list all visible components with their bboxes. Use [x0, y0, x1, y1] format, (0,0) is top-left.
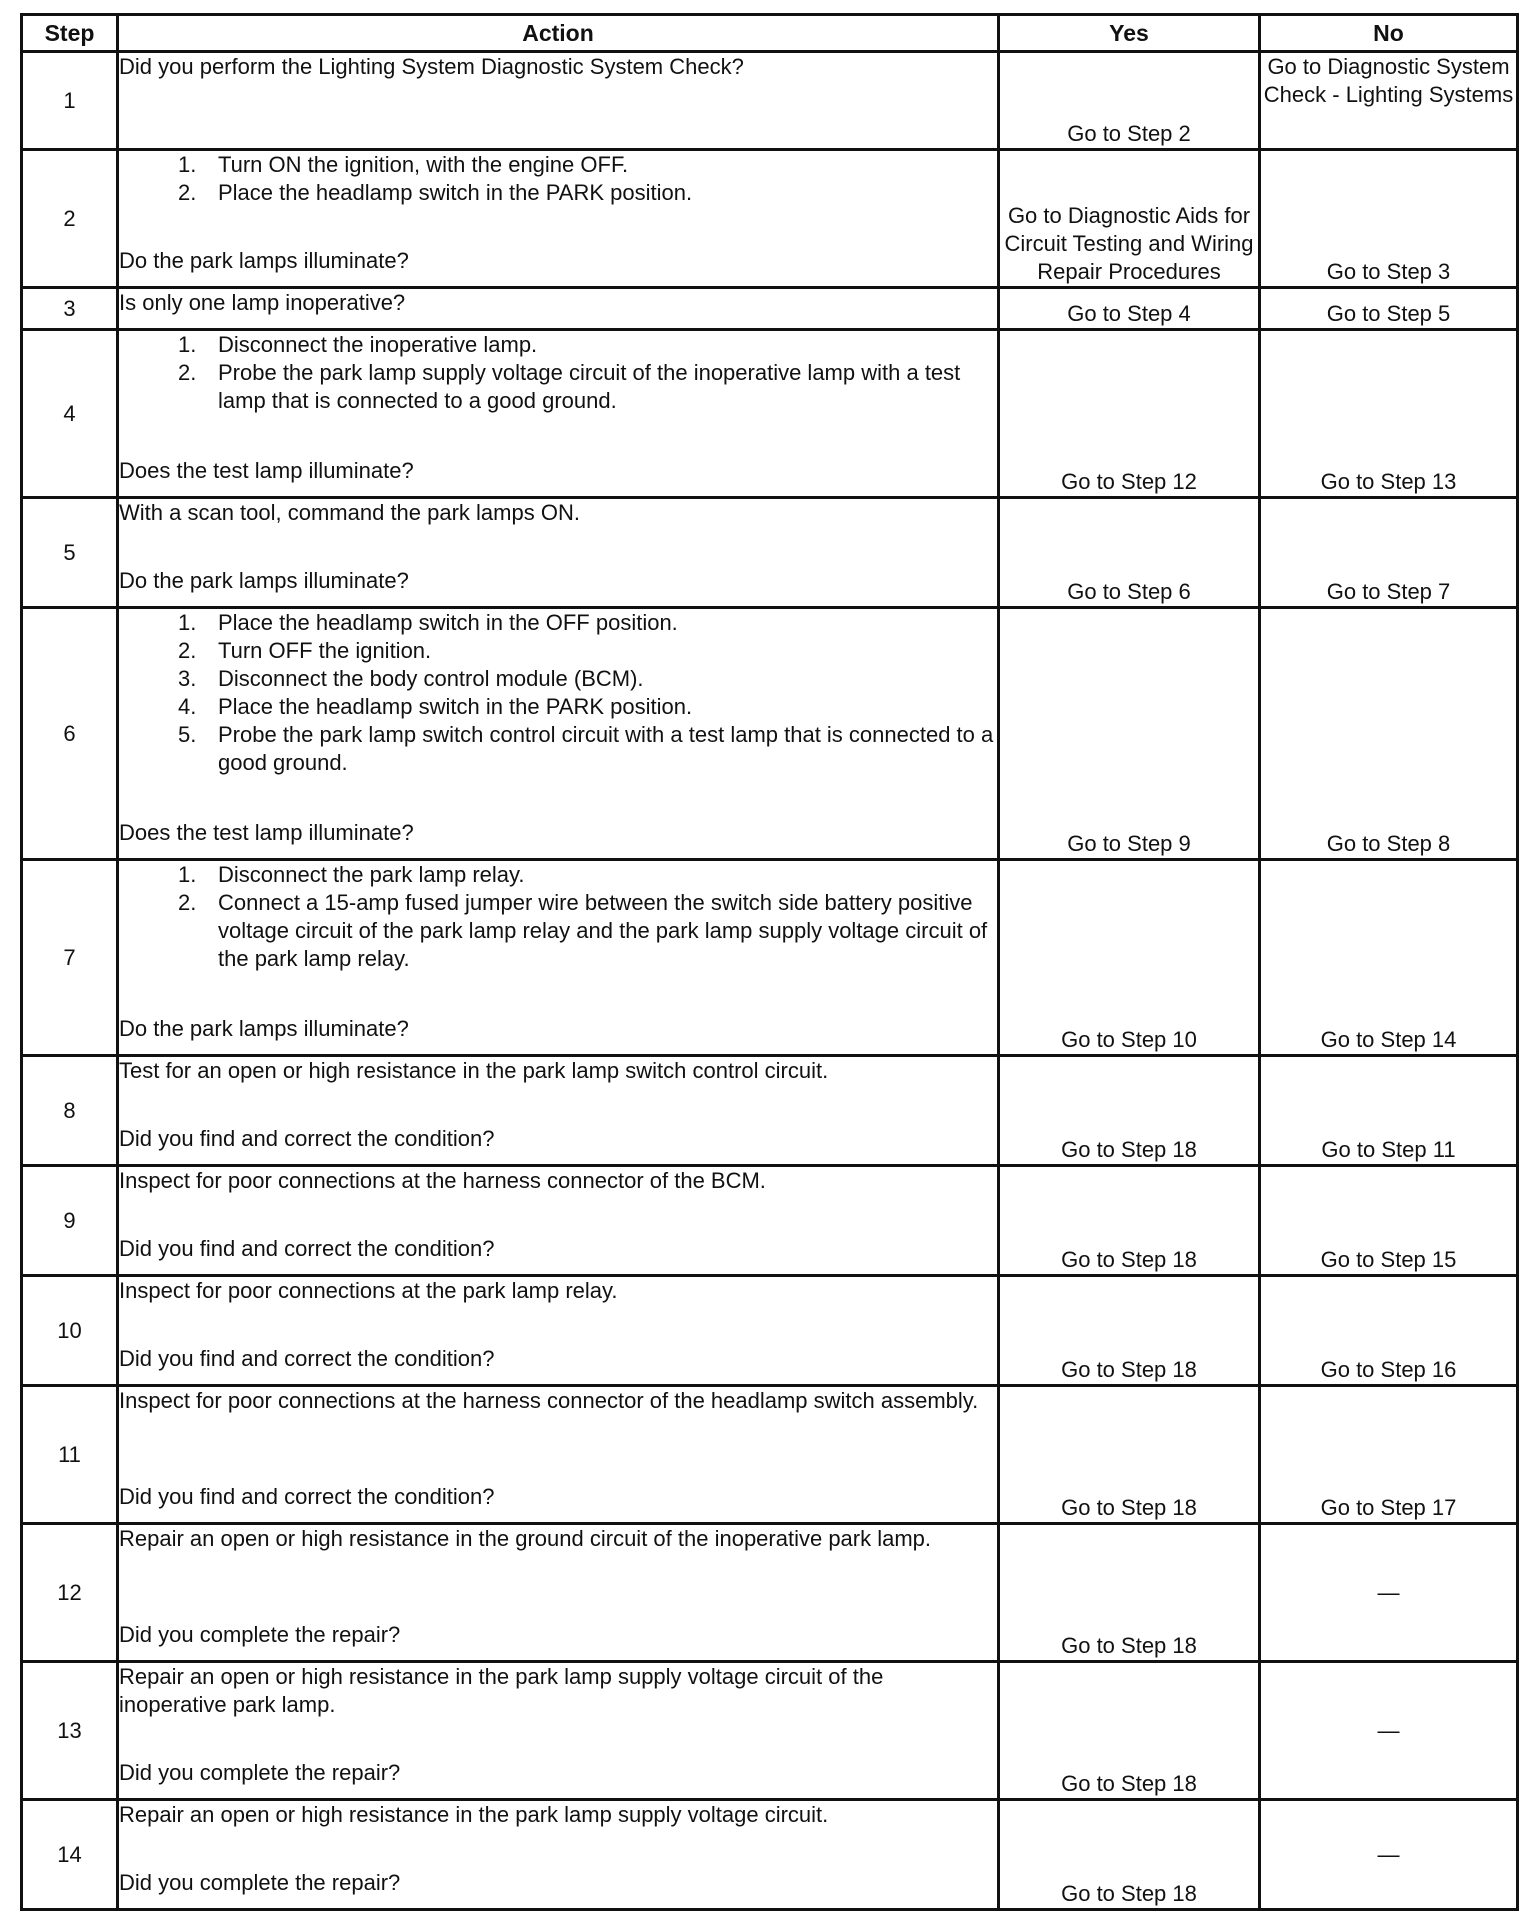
action-text: Is only one lamp inoperative?: [119, 290, 406, 315]
action-question: Do the park lamps illuminate?: [119, 248, 409, 273]
table-row: [22, 288, 1518, 330]
header-yes: Yes: [999, 15, 1260, 52]
list-item-number: 1.: [178, 862, 197, 887]
header-no: No: [1260, 15, 1518, 52]
table-row: [22, 1524, 1518, 1662]
no-result: Go to Step 13: [1260, 330, 1518, 498]
list-item: [119, 609, 997, 637]
no-result: Go to Step 8: [1260, 608, 1518, 860]
action-steps-list: [119, 861, 997, 973]
action-steps-list: [119, 609, 997, 777]
table-row: [22, 608, 1518, 860]
no-result: Go to Diagnostic System Check - Lighting Systems: [1260, 52, 1518, 150]
action-cell: [118, 1166, 999, 1276]
list-item-text: Connect a 15-amp fused jumper wire between the switch side battery positive voltage circuit of the park lamp relay and the park lamp supply voltage circuit of the park lamp relay.: [218, 890, 988, 971]
list-item: [119, 637, 997, 665]
list-item-number: 5.: [178, 722, 197, 747]
action-question: Did you find and correct the condition?: [119, 1484, 495, 1509]
step-number: 7: [22, 860, 118, 1056]
yes-result: Go to Step 10: [999, 860, 1260, 1056]
table-row: [22, 1166, 1518, 1276]
action-text: Did you perform the Lighting System Diagnostic System Check?: [119, 54, 744, 79]
yes-result: Go to Step 18: [999, 1386, 1260, 1524]
step-number: 11: [22, 1386, 118, 1524]
action-question: Do the park lamps illuminate?: [119, 1016, 409, 1041]
list-item-number: 3.: [178, 666, 197, 691]
yes-result: Go to Step 18: [999, 1276, 1260, 1386]
action-text: Inspect for poor connections at the harness connector of the headlamp switch assembly.: [119, 1388, 979, 1413]
list-item-text: Place the headlamp switch in the PARK position.: [218, 694, 693, 719]
action-question: Did you complete the repair?: [119, 1870, 401, 1895]
list-item-text: Place the headlamp switch in the PARK position.: [218, 180, 693, 205]
action-cell: [118, 52, 999, 150]
action-question: Did you find and correct the condition?: [119, 1126, 495, 1151]
no-result: —: [1260, 1662, 1518, 1800]
no-result: Go to Step 17: [1260, 1386, 1518, 1524]
action-cell: [118, 1524, 999, 1662]
step-number: 4: [22, 330, 118, 498]
step-number: 2: [22, 150, 118, 288]
step-number: 1: [22, 52, 118, 150]
action-cell: [118, 608, 999, 860]
no-result: Go to Step 15: [1260, 1166, 1518, 1276]
yes-result: Go to Step 4: [999, 288, 1260, 330]
list-item-text: Turn OFF the ignition.: [218, 638, 432, 663]
table-row: [22, 1276, 1518, 1386]
action-cell: [118, 288, 999, 330]
action-text: With a scan tool, command the park lamps ON.: [119, 500, 580, 525]
list-item-number: 1.: [178, 152, 197, 177]
list-item: [119, 359, 997, 415]
action-cell: [118, 1800, 999, 1910]
step-number: 5: [22, 498, 118, 608]
list-item: [119, 151, 997, 179]
yes-result: Go to Step 18: [999, 1524, 1260, 1662]
list-item-number: 2.: [178, 638, 197, 663]
list-item: [119, 861, 997, 889]
action-question: Did you find and correct the condition?: [119, 1236, 495, 1261]
table-row: [22, 1800, 1518, 1910]
yes-result: Go to Step 9: [999, 608, 1260, 860]
yes-result: Go to Step 12: [999, 330, 1260, 498]
no-result: —: [1260, 1524, 1518, 1662]
list-item-number: 2.: [178, 180, 197, 205]
action-cell: [118, 1662, 999, 1800]
no-result: Go to Step 5: [1260, 288, 1518, 330]
action-cell: [118, 860, 999, 1056]
step-number: 8: [22, 1056, 118, 1166]
header-action: Action: [118, 15, 999, 52]
step-number: 3: [22, 288, 118, 330]
yes-result: Go to Step 2: [999, 52, 1260, 150]
list-item-number: 2.: [178, 360, 197, 385]
action-question: Does the test lamp illuminate?: [119, 458, 414, 483]
no-result: Go to Step 14: [1260, 860, 1518, 1056]
action-text: Repair an open or high resistance in the park lamp supply voltage circuit of the inoperative park lamp.: [119, 1664, 884, 1717]
list-item-number: 1.: [178, 610, 197, 635]
list-item-text: Turn ON the ignition, with the engine OFF.: [218, 152, 629, 177]
list-item-text: Probe the park lamp switch control circuit with a test lamp that is connected to a good ground.: [218, 722, 994, 775]
list-item: [119, 179, 997, 207]
action-cell: [118, 1276, 999, 1386]
action-text: Test for an open or high resistance in the park lamp switch control circuit.: [119, 1058, 829, 1083]
step-number: 10: [22, 1276, 118, 1386]
table-row: [22, 860, 1518, 1056]
no-result: Go to Step 16: [1260, 1276, 1518, 1386]
action-text: Inspect for poor connections at the harness connector of the BCM.: [119, 1168, 766, 1193]
no-result: Go to Step 3: [1260, 150, 1518, 288]
action-cell: [118, 1386, 999, 1524]
yes-result: Go to Step 18: [999, 1662, 1260, 1800]
table-row: [22, 1386, 1518, 1524]
no-result: —: [1260, 1800, 1518, 1910]
action-question: Did you complete the repair?: [119, 1760, 401, 1785]
action-question: Did you find and correct the condition?: [119, 1346, 495, 1371]
list-item: [119, 721, 997, 777]
action-steps-list: [119, 331, 997, 415]
action-question: Does the test lamp illuminate?: [119, 820, 414, 845]
yes-result: Go to Step 6: [999, 498, 1260, 608]
list-item: [119, 331, 997, 359]
yes-result: Go to Step 18: [999, 1800, 1260, 1910]
list-item-text: Place the headlamp switch in the OFF position.: [218, 610, 678, 635]
yes-result: Go to Step 18: [999, 1056, 1260, 1166]
step-number: 14: [22, 1800, 118, 1910]
table-row: [22, 52, 1518, 150]
action-text: Repair an open or high resistance in the park lamp supply voltage circuit.: [119, 1802, 829, 1827]
action-cell: [118, 1056, 999, 1166]
action-question: Do the park lamps illuminate?: [119, 568, 409, 593]
action-text: Repair an open or high resistance in the ground circuit of the inoperative park lamp.: [119, 1526, 932, 1551]
step-number: 9: [22, 1166, 118, 1276]
table-body: [22, 52, 1518, 1910]
list-item: [119, 665, 997, 693]
list-item-text: Probe the park lamp supply voltage circuit of the inoperative lamp with a test lamp that is connected to a good ground.: [218, 360, 961, 413]
action-question: Did you complete the repair?: [119, 1622, 401, 1647]
action-cell: [118, 498, 999, 608]
list-item-number: 2.: [178, 890, 197, 915]
list-item-number: 1.: [178, 332, 197, 357]
list-item: [119, 693, 997, 721]
action-steps-list: [119, 151, 997, 207]
list-item: [119, 889, 997, 973]
step-number: 13: [22, 1662, 118, 1800]
action-cell: [118, 150, 999, 288]
header-step: Step: [22, 15, 118, 52]
yes-result: Go to Diagnostic Aids for Circuit Testing and Wiring Repair Procedures: [999, 150, 1260, 288]
no-result: Go to Step 7: [1260, 498, 1518, 608]
header-row: [22, 15, 1518, 52]
action-text: Inspect for poor connections at the park lamp relay.: [119, 1278, 618, 1303]
list-item-text: Disconnect the inoperative lamp.: [218, 332, 538, 357]
step-number: 12: [22, 1524, 118, 1662]
no-result: Go to Step 11: [1260, 1056, 1518, 1166]
table-row: [22, 330, 1518, 498]
table-row: [22, 150, 1518, 288]
table-row: [22, 1662, 1518, 1800]
yes-result: Go to Step 18: [999, 1166, 1260, 1276]
action-cell: [118, 330, 999, 498]
list-item-number: 4.: [178, 694, 197, 719]
diagnostic-table: [20, 13, 1519, 1911]
table-row: [22, 498, 1518, 608]
list-item-text: Disconnect the park lamp relay.: [218, 862, 525, 887]
table-row: [22, 1056, 1518, 1166]
list-item-text: Disconnect the body control module (BCM).: [218, 666, 644, 691]
step-number: 6: [22, 608, 118, 860]
